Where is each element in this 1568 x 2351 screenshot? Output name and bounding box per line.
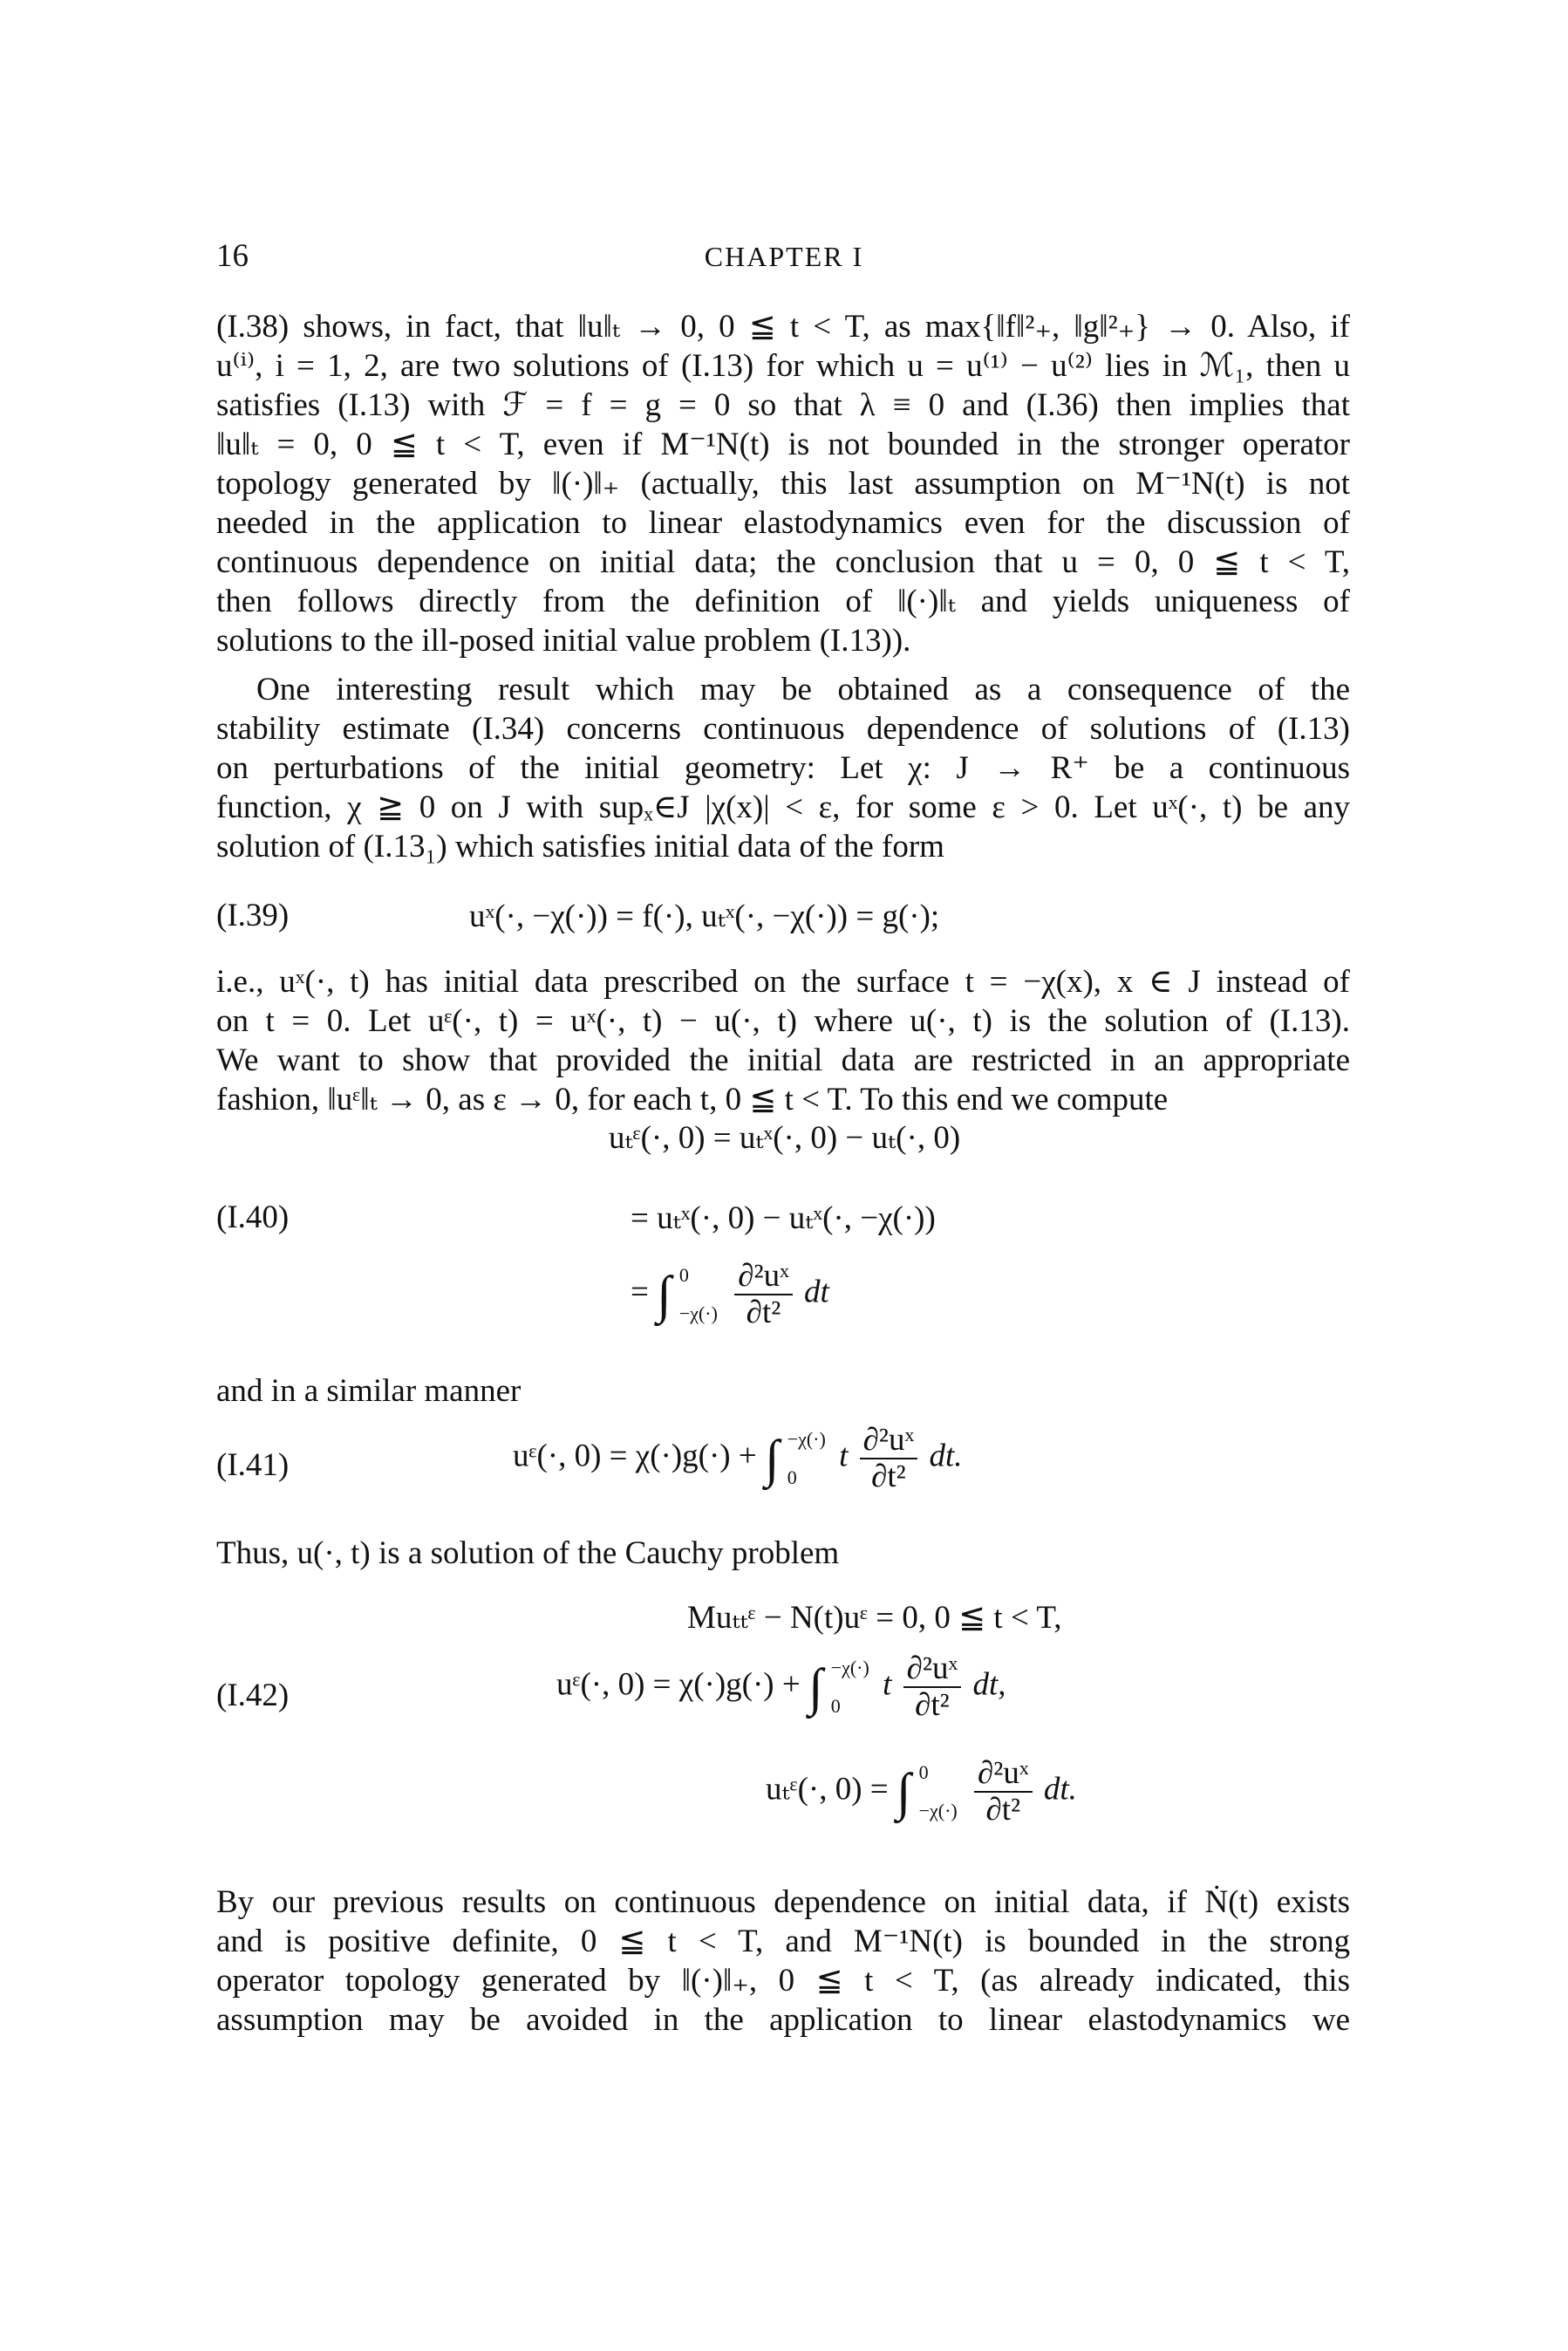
- denominator: ∂t²: [985, 1792, 1021, 1828]
- equation-line: uₜᵋ(·, 0) = uₜˣ(·, 0) − uₜ(·, 0): [609, 1120, 961, 1156]
- factor: t: [839, 1438, 849, 1474]
- text-line: i.e., uˣ(·, t) has initial data prescribed on the surface t = −χ(x), x ∈ J instead of: [216, 964, 1350, 1000]
- equation-line: [766, 1753, 1077, 1830]
- factor: t: [883, 1666, 892, 1703]
- integral-sign: ∫: [765, 1430, 780, 1487]
- upper-limit: 0: [678, 1264, 689, 1286]
- text-line: One interesting result which may be obtained as a consequence of the: [256, 672, 1350, 707]
- upper-limit: 0: [918, 1761, 929, 1783]
- integral-limits: [679, 1256, 718, 1333]
- fraction: [903, 1651, 962, 1723]
- equation-I-42-line2: [216, 1649, 1350, 1745]
- lower-limit: −χ(·): [678, 1302, 718, 1324]
- text-line: solutions to the ill-posed initial value problem (I.13)).: [216, 623, 911, 659]
- text-line: needed in the application to linear elastodynamics even for the discussion of: [216, 505, 1350, 541]
- fraction: [734, 1259, 793, 1330]
- integral-sign: ∫: [896, 1763, 911, 1821]
- text-line: topology generated by ‖(·)‖₊ (actually, this last assumption on M⁻¹N(t) is not: [216, 466, 1350, 502]
- equation-number: (I.42): [216, 1678, 290, 1713]
- text-line: satisfies (I.13) with ℱ = f = g = 0 so that λ ≡ 0 and (I.36) then implies that: [216, 387, 1350, 423]
- lower-limit: 0: [830, 1695, 841, 1717]
- equation-number: (I.39): [216, 898, 290, 933]
- equation-number: (I.41): [216, 1447, 290, 1483]
- equation-line: = uₜˣ(·, 0) − uₜˣ(·, −χ(·)): [631, 1200, 936, 1236]
- integral-limits: [919, 1753, 958, 1830]
- equation-number: (I.40): [216, 1199, 290, 1235]
- equation-line: [556, 1649, 1006, 1726]
- text-line: continuous dependence on initial data; the conclusion that u = 0, 0 ≦ t < T,: [216, 544, 1350, 580]
- differential: dt.: [1043, 1771, 1077, 1808]
- upper-limit: −χ(·): [830, 1657, 869, 1678]
- equation-I-42-line1: [216, 1598, 1350, 1638]
- text-line: then follows directly from the definition of ‖(·)‖ₜ and yields uniqueness of: [216, 584, 1350, 619]
- text-line: fashion, ‖uᵋ‖ₜ → 0, as ε → 0, for each t, 0 ≦ t < T. To this end we compute: [216, 1082, 1169, 1117]
- paragraph-2: [216, 670, 1350, 866]
- equation-I-40-line1: [216, 1118, 1350, 1158]
- denominator: ∂t²: [871, 1459, 906, 1494]
- page-number: 16: [216, 238, 249, 274]
- integral-limits: [787, 1420, 826, 1497]
- paragraph-4: [216, 1883, 1350, 2040]
- lower-limit: −χ(·): [918, 1800, 958, 1821]
- running-head: CHAPTER I: [704, 241, 864, 272]
- text-line: (I.38) shows, in fact, that ‖u‖ₜ → 0, 0 ≦ t < T, as max{‖f‖²₊, ‖g‖²₊} → 0. Also, if: [216, 309, 1350, 345]
- integral-sign: ∫: [657, 1266, 672, 1323]
- text-line: on perturbations of the initial geometry: Let χ: J → R⁺ be a continuous: [216, 750, 1350, 786]
- equation-line: Muₜₜᵋ − N(t)uᵋ = 0, 0 ≦ t < T,: [687, 1600, 1062, 1636]
- text-line: assumption may be avoided in the application to linear elastodynamics we: [216, 2002, 1350, 2038]
- upper-limit: −χ(·): [787, 1428, 826, 1450]
- text-line: and is positive definite, 0 ≦ t < T, and M⁻¹N(t) is bounded in the strong: [216, 1924, 1350, 1959]
- text-line: stability estimate (I.34) concerns continuous dependence of solutions of (I.13): [216, 711, 1350, 747]
- equation-line: [631, 1256, 829, 1333]
- equation-text: uᵋ(·, 0) = χ(·)g(·) +: [556, 1666, 801, 1703]
- equals-sign: =: [631, 1274, 649, 1310]
- text-line: By our previous results on continuous dependence on initial data, if Ṅ(t) exists: [216, 1884, 1350, 1920]
- numerator: ∂²uˣ: [860, 1423, 918, 1459]
- numerator: ∂²uˣ: [903, 1651, 962, 1688]
- integral-sign: ∫: [808, 1658, 823, 1716]
- connector-text-1: and in a similar manner: [216, 1373, 522, 1409]
- text-line: on t = 0. Let uᵋ(·, t) = uˣ(·, t) − u(·, t) where u(·, t) is the solution of (I.13).: [216, 1003, 1350, 1039]
- equation-I-41: [216, 1420, 1350, 1516]
- text-line: operator topology generated by ‖(·)‖₊, 0 ≦ t < T, (as already indicated, this: [216, 1963, 1350, 1999]
- numerator: ∂²uˣ: [734, 1259, 793, 1295]
- text-line: solution of (I.13₁) which satisfies initial data of the form: [216, 829, 944, 865]
- differential: dt: [804, 1274, 829, 1310]
- fraction: [974, 1756, 1033, 1828]
- text-line: We want to show that provided the initial data are restricted in an appropriate: [216, 1042, 1350, 1078]
- paragraph-3: [216, 962, 1350, 1119]
- equation-I-39: [216, 897, 1350, 937]
- differential: dt.: [929, 1438, 963, 1474]
- equation-I-42-line3: [216, 1753, 1350, 1849]
- numerator: ∂²uˣ: [974, 1756, 1033, 1793]
- lower-limit: 0: [787, 1466, 797, 1488]
- connector-text-2: Thus, u(·, t) is a solution of the Cauchy problem: [216, 1535, 840, 1571]
- integral-limits: [831, 1649, 869, 1726]
- denominator: ∂t²: [915, 1687, 950, 1723]
- fraction: [860, 1423, 918, 1494]
- text-line: u⁽ⁱ⁾, i = 1, 2, are two solutions of (I.13) for which u = u⁽¹⁾ − u⁽²⁾ lies in ℳ₁, then u: [216, 348, 1350, 384]
- denominator: ∂t²: [746, 1295, 781, 1330]
- paragraph-1: [216, 307, 1350, 660]
- equation-I-40-line2: [216, 1199, 1350, 1239]
- equation-body: uˣ(·, −χ(·)) = f(·), uₜˣ(·, −χ(·)) = g(·);: [469, 899, 940, 934]
- equation-text: uᵋ(·, 0) = χ(·)g(·) +: [513, 1438, 757, 1474]
- equation-I-40-line3: [216, 1256, 1350, 1352]
- equation-text: uₜᵋ(·, 0) =: [766, 1771, 889, 1808]
- text-line: ‖u‖ₜ = 0, 0 ≦ t < T, even if M⁻¹N(t) is not bounded in the stronger operator: [216, 427, 1350, 462]
- equation-body: [513, 1420, 962, 1497]
- text-line: function, χ ≧ 0 on J with supₓ∈J |χ(x)| < ε, for some ε > 0. Let uˣ(·, t) be any: [216, 789, 1350, 825]
- differential: dt,: [972, 1666, 1006, 1703]
